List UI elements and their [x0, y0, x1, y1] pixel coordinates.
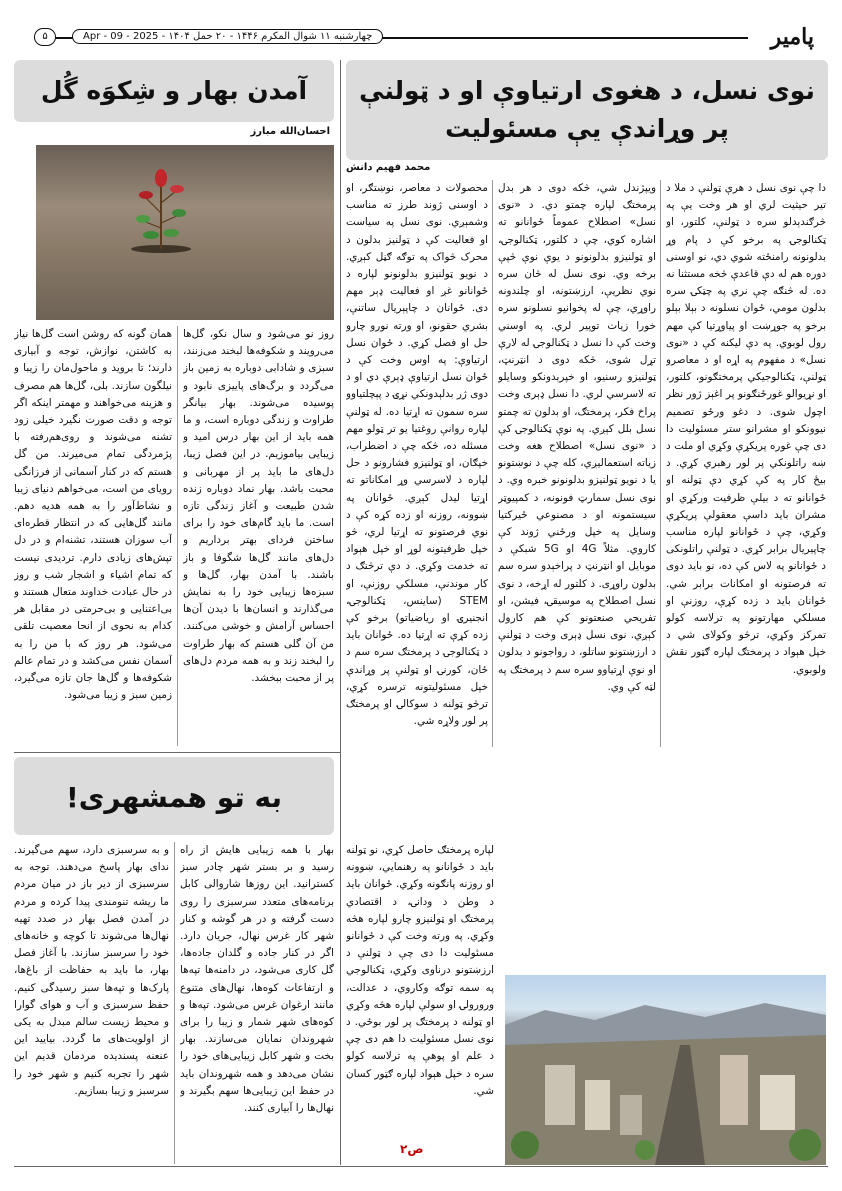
page-number: ۵ — [34, 28, 56, 46]
article1-author: محمد فهیم دانش — [346, 162, 431, 173]
article1-column-1: دا چې نوی نسل د هرې ټولنې د ملا د تیر حیثیت لري او هر وخت یې په څرګندېدلو سره د ټولنې، کلتور، او ټکنالوجۍ په برخو کې د پام وړ بدلونونه رامنځته شوي دي، نو اوسنی دوره هم له دې قاعدې څخه مستثنا نه ده. له څنګه چې نري په چټکۍ سره بدلون مومي، ځوان نسلونه د بېلا بېلو برخو په جوړښت او پیاوړتیا کې مهم رول لوبوي. په دې لیکنه کې د «نوی نسل» د مفهوم په اړه او د معاصرو ټولنې، ټکنالوجیکي پرمختګونو، کلتور، او نړیوالو غورځنګونو پر اغېز ژور نظر اچول شوی. د دغو ورځو تصمیم نیوونکو او مشرانو ستر مسئولیت دا دی چې غوره پریکړې وکړي او ملت د ښه راتلونکي پر لور رهبري کړي. د بیځ کار په کې کړي دې ټولنه او ځوانانو ته د بیلې ظرفیت ورکړي او مشران باید داسې معقولې پریکړې وکړي، چې د ځوانانو لپاره مناسب چاپیریال برابر کړي. د ټولنې راتلونکی د ځوانانو په لاس کې ده، نو باید دوی ته فرصتونه او امکانات برابر شي. ځوانان باید د زده کړې، روزنې او مسلکي مهارتونو په ترلاسه کولو تمرکز وکړي، ترڅو وکولای شي د خپل هېواد د پرمختګ لپاره ګټور نقش ولوبوي. — [666, 182, 826, 676]
article1-continued-column: لپاره پرمختګ حاصل کړي، نو ټولنه باید د ځوانانو په رهنمایي، ښوونه او روزنه پانګونه وکړي. ځوانان باید د وطن د ودانۍ، د اقتصادي پرمختګ او ټولنیزو چارو لپاره هڅه وکړي. په ورته وخت کې د ځوانانو مسئولیت دا دی چې د ټولنې د ارزښتونو درناوی وکړي، ټکنالوجي په سمه توګه وکاروي، د عدالت، ورورولۍ او سولې لپاره هڅه وکړي او ټولنه د پرمختګ پر لور بوځي. د نوی نسل مسئولیت دا هم دی چې د علم او پوهې په ترلاسه کولو سره د خپل هېواد لپاره ګټور کسان شي. — [346, 844, 494, 1097]
newspaper-brand: پامیر — [765, 24, 820, 50]
article2-author: احسان‌الله مبارز — [250, 126, 330, 137]
issue-date: چهارشنبه ۱۱ شوال المکرم ۱۴۴۶ - ۲۰ حمل ۱۴۰۴ - Apr - 09 - 2025 — [72, 29, 383, 44]
city-image — [505, 975, 826, 1165]
kabul-city-photo — [505, 975, 826, 1165]
article3-column-2: بهار با همه زیبایی هایش از راه رسید و بر بستر شهر چادر سبز کسترانید. این روزها شاروالی کابل برنامه‌های متعدد سرسبزی را روی دست گرفته و در هر گوشه و کنار شهر کار غرس نهال، جریان دارد. اگر در کنار جاده و گلدان جاده‌ها، گل کاری می‌شود، در دامنه‌ها تپه‌ها و ارتفاعات کوه‌ها، نهال‌های متنوع مانند ارغوان غرس می‌شود. تپه‌ها و کوه‌های شهر شمار و زیبا را برای شهروندان نمایان می‌سازند. بهار بخت و شهر کابل زیبایی‌های خود را نشان می‌دهد و همه شهروندان باید در حفظ این زیبایی‌ها سهم بگیرند و نهال‌ها را آبیاری کنند. — [180, 844, 334, 1115]
plant-image — [131, 163, 191, 253]
article2-column-right: روز نو می‌شود و سال نکو، گل‌ها می‌رویند و شکوفه‌ها لبخند می‌زنند، سبزی و شادابی دوباره به زمین باز می‌گردد و برگ‌های پاییزی نابود و پوسیده می‌شوند. بهار بیانگر طراوت و زندگی دوباره است، و ما همه باید از این بهار درس امید و زیبایی بیاموزیم. در این فصل زیبا، دل‌های ما باید پر از مهربانی و محبت باشد. بهار نماد دوباره زنده شدن طبیعت و آغاز زندگی تازه است. ما باید گام‌های خود را برای ساختن فردای بهتر برداریم و دل‌های مانند گل‌ها شگوفا و باز باشند. با آمدن بهار، گل‌ها و سبزه‌ها زیبایی خود را به نمایش می‌گذارند و انسان‌ها با دیدن آن‌ها احساس آرامش و خوشی می‌کنند. من آن گلی هستم که بهار طراوت را لبخند زند و به همه مردم دل‌های پر از محبت ببخشد. — [183, 328, 334, 685]
article1-column-2: ویپژندل شي، څکه دوی د هر بدل پرمختګ لپاره چمتو دي. د «نوی نسل» اصطلاح عموماً ځوانانو ته اشاره کوي، چې د کلتور، ټکنالوجۍ، او ټولنیزو بدلونونو د یوې نوې څپې برخه وي. نوی نسل له څان سره نوي نظریې، ارزښتونه، او چلندونه راوړي، چې له پخوانیو نسلونو سره خورا زیات توپیر لري. په اوسني وخت کې دا نسل د ټکنالوجۍ له لارې تړل شوی، څکه دوی د انټرنټ، ټولنیزو رسنیو، او خپرېدونکو وسایلو ته لاسرسي لري. دا نسل ډېری وخت پراخ فکر، پرمختګ، او بدلون ته چمتو نسل بلل کېږي. په نوې ټکنالوجۍ کې د «نوی نسل» اصطلاح هغه وخت زیاته استعمالیږي، کله چې د نوښتونو یا د نویو ټولنیزو بدلونونو خبره وي. د نوی نسل سمارټ فونونه، د کمپیوټر سیستمونه او د مصنوعي ځیرکتیا وسایل په خپل ورځني ژوند کې کاروي. مثلاً 4G او 5G شبکې د موبایل او انټرنټ د پراخېدو سره سم بدلون راوړی. د کلتور له اړخه، د نوی نسل اصطلاح په موسیقۍ، فیشن، او تفریحي صنعتونو کې هم کارول کېږي. نوی نسل ډېری وخت د ټولنې د ارزښتونو ساتلو، د رواجونو د بدلون او نوې اړتیاوو سره سم د پرمختګ په لټه کې وي. — [498, 182, 656, 693]
article3-title: به تو همشهری! — [65, 781, 283, 814]
article1-column-3: محصولات د معاصر، نوښتګر، او د اوسنی ژوند طرز ته مناسب وشمېږي. نوی نسل په سیاست او فعالیت کې د ټولنیز بدلون د محرک څواک په توګه ګڼل کېږي. د نویو ټولنیزو بدلونونو لپاره د ځوانانو غږ او فعالیت ډېر مهم دی. ځوانان د چاپېریال ساتنې، بشري حقونو، او ورته نورو چارو حل او فصل کړي. د ځوان نسل ارتیاوې: په اوس وخت کې د ځوان نسل ارتیاوې ډېرې دي او د دوی ژر بدلېدونکي نړۍ د پېچلتیاوو سره سمون ته اړتیا ده. له ټولنې لپاره روانې روغتیا یو تر ټولو مهم مسئله ده، څکه چې د اضطراب، خپګان، او ټولنیزو فشارونو د حل لپاره د لاسرسي وړ امکاناتو ته اړتیا لیدل کېږي. ځوانان په ښوونه، روزنه او زده کړه کې د نوي فرصتونو ته اړتیا لري، څو خپل ظرفیتونه لوړ او خپل هېواد ته خدمت وکړي. د دې ترڅنګ د کار موندنې، مسلکي روزنې، او STEM (ساینس، ټکنالوجۍ، انجنیرۍ او ریاضیاتو) برخو کې زده کړې ته اړتیا ده. ځوانان باید د ټکنالوجۍ د پرمختګ سره سم د ځان، کورنۍ او ټولنې پر وړاندې خپل مسئولیتونه ترسره کړي، ترڅو ټولنه د سوکالۍ او پرمختګ پر لور ولاړه شي. — [346, 182, 488, 728]
article3-column-1: و به سرسبزی دارد، سهم می‌گیرند. ندای بهار پاسخ می‌دهند. توجه به سرسبزی از دیر باز در میان مردم ما ریشه تنومندی پیدا کرده و مردم در آمدن فصل بهار در صدد تهیه نهال‌ها می‌شوند تا کوچه و خانه‌های خود را سرسبز سازند. با آغاز فصل بهار، ما باید به حفاظت از باغ‌ها، پارک‌ها و تپه‌ها سبز رسیدگی کنیم. حفظ سرسبزی و آب و هوای گوارا و محیط زیست سالم مبدل به یکی از اولویت‌های ما گردد. بیایید این عنعنه پسندیده مردمان قدیم این شهر را تجربه کنیم و شهر خود را سرسبز و زیبا بسازیم. — [14, 844, 169, 1097]
article1-title: نوی نسل، د هغوی ارتیاوې او د ټولنې پر وړاندې یې مسئولیت — [359, 76, 815, 143]
page-header — [14, 24, 828, 52]
spring-plant-photo — [36, 145, 334, 320]
article2-title: آمدن بهار و شِکوَه گُل — [40, 76, 308, 105]
continued-marker: ص۲ — [400, 1142, 424, 1156]
article2-column-left: همان گونه که روشن است گل‌ها نیاز به کاشتن، نوازش، توجه و آبیاری دارند؛ تا بروید و ماحول‌مان را زیبا و نیلگون سازند. بلی، گل‌ها هم مصرف و هزینه می‌خواهند و مهمتر اینکه اگر توجه و دقت صورت نگیرد خیلی زود تشنه می‌شوند و روی‌هم‌رفته با پژمردگی تمام می‌میرند. من گل هستم که در کنار آسمانی از فرزانگی رویای من است، می‌خواهم دنیای زیبا و نشاط‌آور را به همه هدیه دهم. مانند گل‌هایی که در انتظار قطره‌ای آب سوزان هستند، تشنه‌ام و در دل تپش‌های زیادی دارم. تردیدی نیست که تمام اشیاء و اشجار شب و روز در حال عبادت خداوند متعال هستند و بی‌اعتنایی و بی‌حرمتی در مقابل هر کدام به نحوی از انحا معصیت تلقی می‌شود. هر روز که با من را به آسمان نفس می‌کشد و در تمام عالم شکوفه‌ها و گل‌ها جان تازه می‌گیرد، زمین سبز و زیبا می‌شود. — [14, 328, 172, 702]
